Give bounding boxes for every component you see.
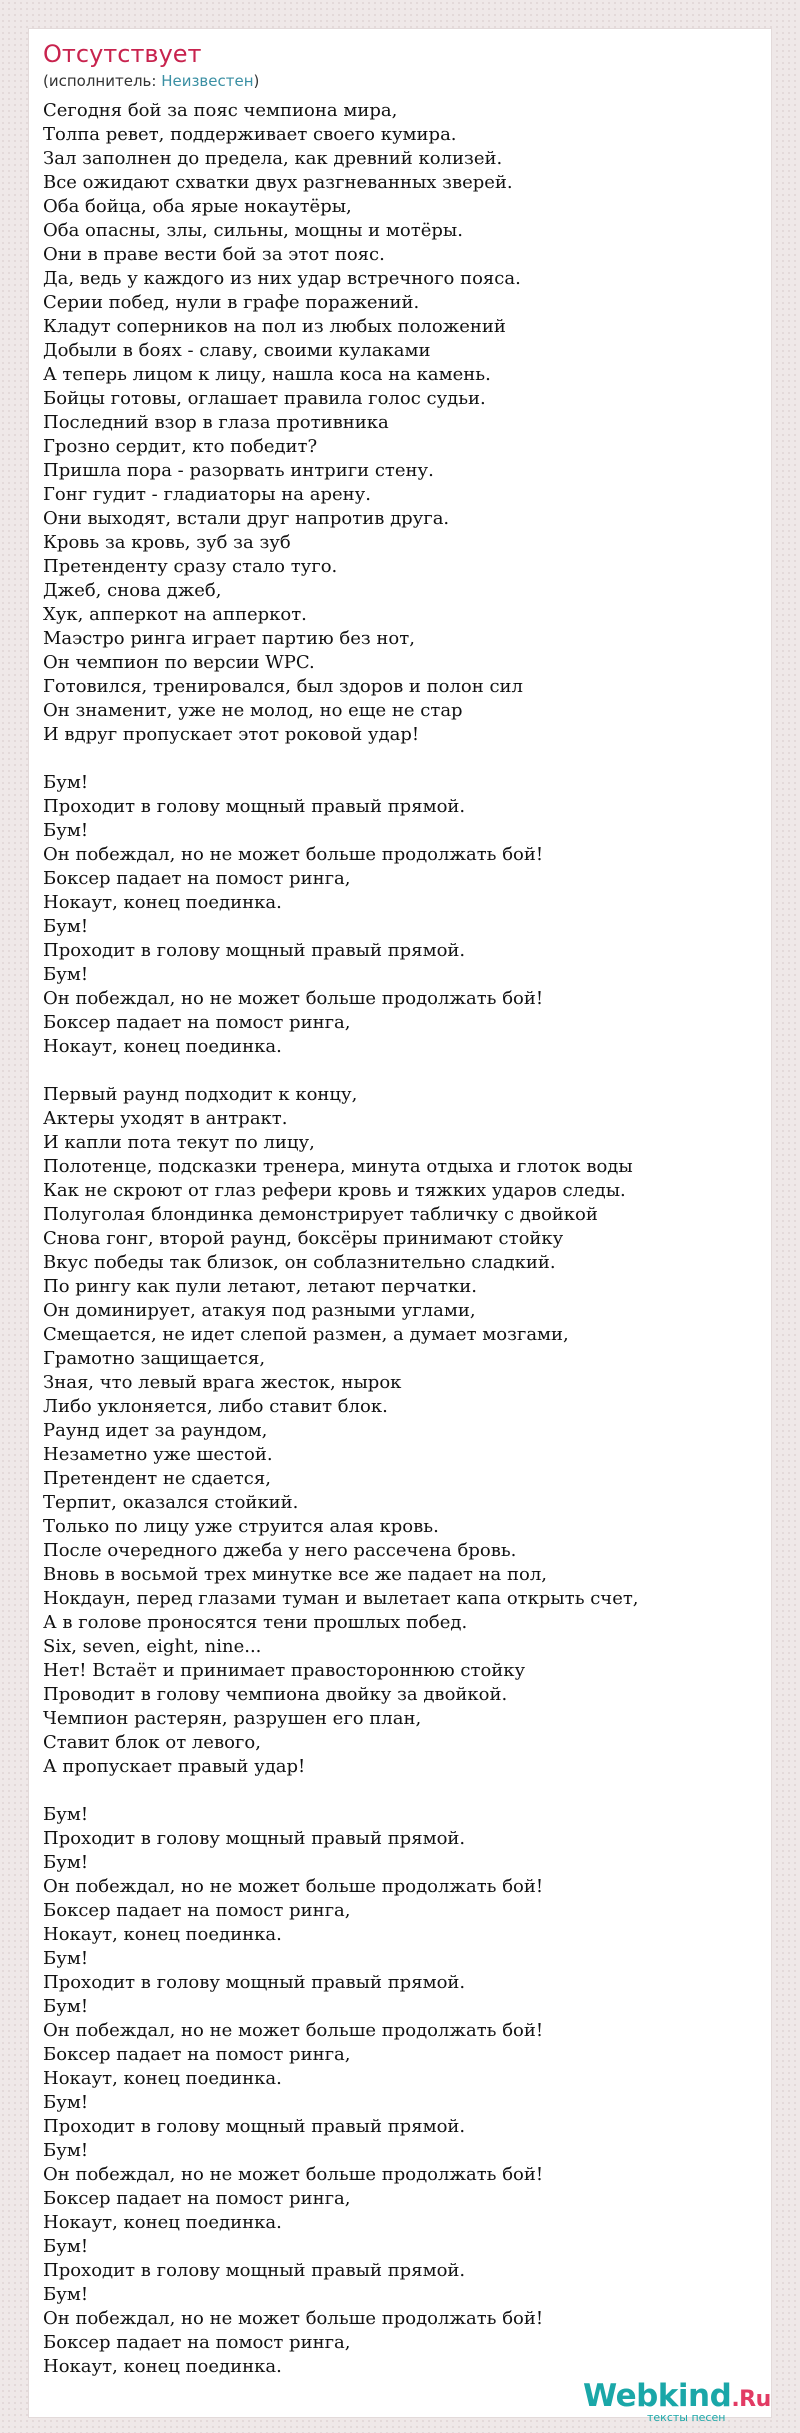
lyric-line: Последний взор в глаза противника bbox=[43, 412, 389, 433]
lyric-line: Нокаут, конец поединка. bbox=[43, 892, 282, 913]
lyric-line: Пришла пора - разорвать интриги стену. bbox=[43, 460, 434, 481]
lyric-line: И капли пота текут по лицу, bbox=[43, 1132, 315, 1153]
lyric-line: А теперь лицом к лицу, нашла коса на камень. bbox=[43, 364, 491, 385]
lyric-line: Актеры уходят в антракт. bbox=[43, 1108, 288, 1129]
lyric-line: Толпа ревет, поддерживает своего кумира. bbox=[43, 124, 457, 145]
lyric-line: Кладут соперников на пол из любых положений bbox=[43, 316, 506, 337]
lyric-line: Первый раунд подходит к концу, bbox=[43, 1084, 358, 1105]
lyric-line: Кровь за кровь, зуб за зуб bbox=[43, 532, 291, 553]
artist-prefix: (исполнитель: bbox=[43, 72, 162, 90]
lyric-line: Джеб, снова джеб, bbox=[43, 580, 222, 601]
lyric-line: Боксер падает на помост ринга, bbox=[43, 1900, 351, 1921]
lyric-line: Боксер падает на помост ринга, bbox=[43, 1012, 351, 1033]
lyric-line: Он побеждал, но не может больше продолжать бой! bbox=[43, 844, 544, 865]
lyric-line: Вновь в восьмой трех минутке все же падает на пол, bbox=[43, 1564, 547, 1585]
lyric-line: Бум! bbox=[43, 916, 89, 937]
lyric-line: Готовился, тренировался, был здоров и полон сил bbox=[43, 676, 523, 697]
lyric-line: Маэстро ринга играет партию без нот, bbox=[43, 628, 415, 649]
lyric-line: Претенденту сразу стало туго. bbox=[43, 556, 338, 577]
lyric-line bbox=[43, 1779, 763, 1803]
lyric-line: Боксер падает на помост ринга, bbox=[43, 2332, 351, 2353]
lyric-line: Как не скроют от глаз рефери кровь и тяжких ударов следы. bbox=[43, 1180, 626, 1201]
lyric-line: Бум! bbox=[43, 2140, 89, 2161]
lyric-line: Незаметно уже шестой. bbox=[43, 1444, 273, 1465]
artist-line bbox=[43, 71, 259, 91]
lyric-line: Грамотно защищается, bbox=[43, 1348, 266, 1369]
lyric-line: Проходит в голову мощный правый прямой. bbox=[43, 2260, 466, 2281]
lyric-line: Он побеждал, но не может больше продолжать бой! bbox=[43, 2164, 544, 2185]
lyric-line: Бум! bbox=[43, 2092, 89, 2113]
lyric-line: И вдруг пропускает этот роковой удар! bbox=[43, 724, 420, 745]
artist-suffix: ) bbox=[253, 72, 260, 90]
site-logo[interactable] bbox=[583, 2378, 783, 2426]
lyric-line: Проводит в голову чемпиона двойку за двойкой. bbox=[43, 1684, 508, 1705]
lyric-line: Он побеждал, но не может больше продолжать бой! bbox=[43, 988, 544, 1009]
lyric-line: Он побеждал, но не может больше продолжать бой! bbox=[43, 1876, 544, 1897]
lyric-line: Нокдаун, перед глазами туман и вылетает капа открыть счет, bbox=[43, 1588, 639, 1609]
lyric-line: Нокаут, конец поединка. bbox=[43, 1924, 282, 1945]
lyrics-text bbox=[43, 99, 763, 2379]
lyric-line: Нокаут, конец поединка. bbox=[43, 2068, 282, 2089]
lyric-line: Смещается, не идет слепой размен, а думает мозгами, bbox=[43, 1324, 569, 1345]
lyric-line: Бум! bbox=[43, 1996, 89, 2017]
lyric-line: Нокаут, конец поединка. bbox=[43, 2212, 282, 2233]
lyric-line: Полуголая блондинка демонстрирует табличку с двойкой bbox=[43, 1204, 598, 1225]
lyric-line: Гонг гудит - гладиаторы на арену. bbox=[43, 484, 371, 505]
lyric-line: Проходит в голову мощный правый прямой. bbox=[43, 796, 466, 817]
lyric-line: А в голове проносятся тени прошлых побед. bbox=[43, 1612, 468, 1633]
lyric-line: Проходит в голову мощный правый прямой. bbox=[43, 940, 466, 961]
lyric-line: Оба опасны, злы, сильны, мощны и мотёры. bbox=[43, 220, 463, 241]
lyric-line: Проходит в голову мощный правый прямой. bbox=[43, 2116, 466, 2137]
logo-brand: Webkind bbox=[583, 2378, 732, 2414]
lyric-line: Бойцы готовы, оглашает правила голос судьи. bbox=[43, 388, 486, 409]
lyric-line: Да, ведь у каждого из них удар встречного пояса. bbox=[43, 268, 521, 289]
lyric-line: Снова гонг, второй раунд, боксёры принимают стойку bbox=[43, 1228, 564, 1249]
lyric-line bbox=[43, 1059, 763, 1083]
lyric-line: Он побеждал, но не может больше продолжать бой! bbox=[43, 2308, 544, 2329]
lyric-line: Вкус победы так близок, он соблазнительно сладкий. bbox=[43, 1252, 556, 1273]
lyric-line: Бум! bbox=[43, 2284, 89, 2305]
lyric-line: Претендент не сдается, bbox=[43, 1468, 271, 1489]
lyric-line: Бум! bbox=[43, 820, 89, 841]
lyric-line: Бум! bbox=[43, 1804, 89, 1825]
lyric-line: Либо уклоняется, либо ставит блок. bbox=[43, 1396, 388, 1417]
lyrics-card bbox=[28, 28, 772, 2418]
lyric-line: Только по лицу уже струится алая кровь. bbox=[43, 1516, 439, 1537]
lyric-line: Ставит блок от левого, bbox=[43, 1732, 261, 1753]
lyric-line bbox=[43, 747, 763, 771]
lyric-line: Бум! bbox=[43, 964, 89, 985]
lyric-line: Они в праве вести бой за этот пояс. bbox=[43, 244, 385, 265]
lyric-line: Он чемпион по версии WPC. bbox=[43, 652, 315, 673]
lyric-line: Все ожидают схватки двух разгневанных зверей. bbox=[43, 172, 513, 193]
lyric-line: Six, seven, eight, nine... bbox=[43, 1636, 262, 1657]
lyric-line: Зная, что левый врага жесток, нырок bbox=[43, 1372, 402, 1393]
lyric-line: Он знаменит, уже не молод, но еще не стар bbox=[43, 700, 463, 721]
lyric-line: Бум! bbox=[43, 1948, 89, 1969]
lyric-line: Они выходят, встали друг напротив друга. bbox=[43, 508, 450, 529]
song-title: Отсутствует bbox=[43, 40, 202, 68]
logo-tagline: тексты песен bbox=[647, 2411, 726, 2424]
lyric-line: Зал заполнен до предела, как древний колизей. bbox=[43, 148, 503, 169]
lyric-line: Добыли в боях - славу, своими кулаками bbox=[43, 340, 431, 361]
lyric-line: Он побеждал, но не может больше продолжать бой! bbox=[43, 2020, 544, 2041]
lyric-line: Сегодня бой за пояс чемпиона мира, bbox=[43, 100, 398, 121]
lyric-line: Оба бойца, оба ярые нокаутёры, bbox=[43, 196, 352, 217]
lyric-line: Чемпион растерян, разрушен его план, bbox=[43, 1708, 422, 1729]
lyric-line: Он доминирует, атакуя под разными углами, bbox=[43, 1300, 476, 1321]
lyric-line: Серии побед, нули в графе поражений. bbox=[43, 292, 420, 313]
lyric-line: После очередного джеба у него рассечена бровь. bbox=[43, 1540, 517, 1561]
lyric-line: Боксер падает на помост ринга, bbox=[43, 2188, 351, 2209]
artist-link[interactable]: Неизвестен bbox=[161, 72, 254, 90]
lyric-line: Проходит в голову мощный правый прямой. bbox=[43, 1972, 466, 1993]
lyric-line: Бум! bbox=[43, 1852, 89, 1873]
lyric-line: Нет! Встаёт и принимает правостороннюю стойку bbox=[43, 1660, 526, 1681]
lyric-line: Бум! bbox=[43, 772, 89, 793]
lyric-line: Нокаут, конец поединка. bbox=[43, 1036, 282, 1057]
lyric-line: Боксер падает на помост ринга, bbox=[43, 868, 351, 889]
lyric-line: По рингу как пули летают, летают перчатки. bbox=[43, 1276, 477, 1297]
lyric-line: Полотенце, подсказки тренера, минута отдыха и глоток воды bbox=[43, 1156, 633, 1177]
lyric-line: Проходит в голову мощный правый прямой. bbox=[43, 1828, 466, 1849]
lyric-line: Хук, апперкот на апперкот. bbox=[43, 604, 307, 625]
logo-tld: .Ru bbox=[731, 2387, 771, 2412]
lyric-line: Боксер падает на помост ринга, bbox=[43, 2044, 351, 2065]
lyric-line: Нокаут, конец поединка. bbox=[43, 2356, 282, 2377]
lyric-line: Бум! bbox=[43, 2236, 89, 2257]
lyric-line: Раунд идет за раундом, bbox=[43, 1420, 268, 1441]
lyric-line: А пропускает правый удар! bbox=[43, 1756, 306, 1777]
lyric-line: Грозно сердит, кто победит? bbox=[43, 436, 318, 457]
lyric-line: Терпит, оказался стойкий. bbox=[43, 1492, 299, 1513]
